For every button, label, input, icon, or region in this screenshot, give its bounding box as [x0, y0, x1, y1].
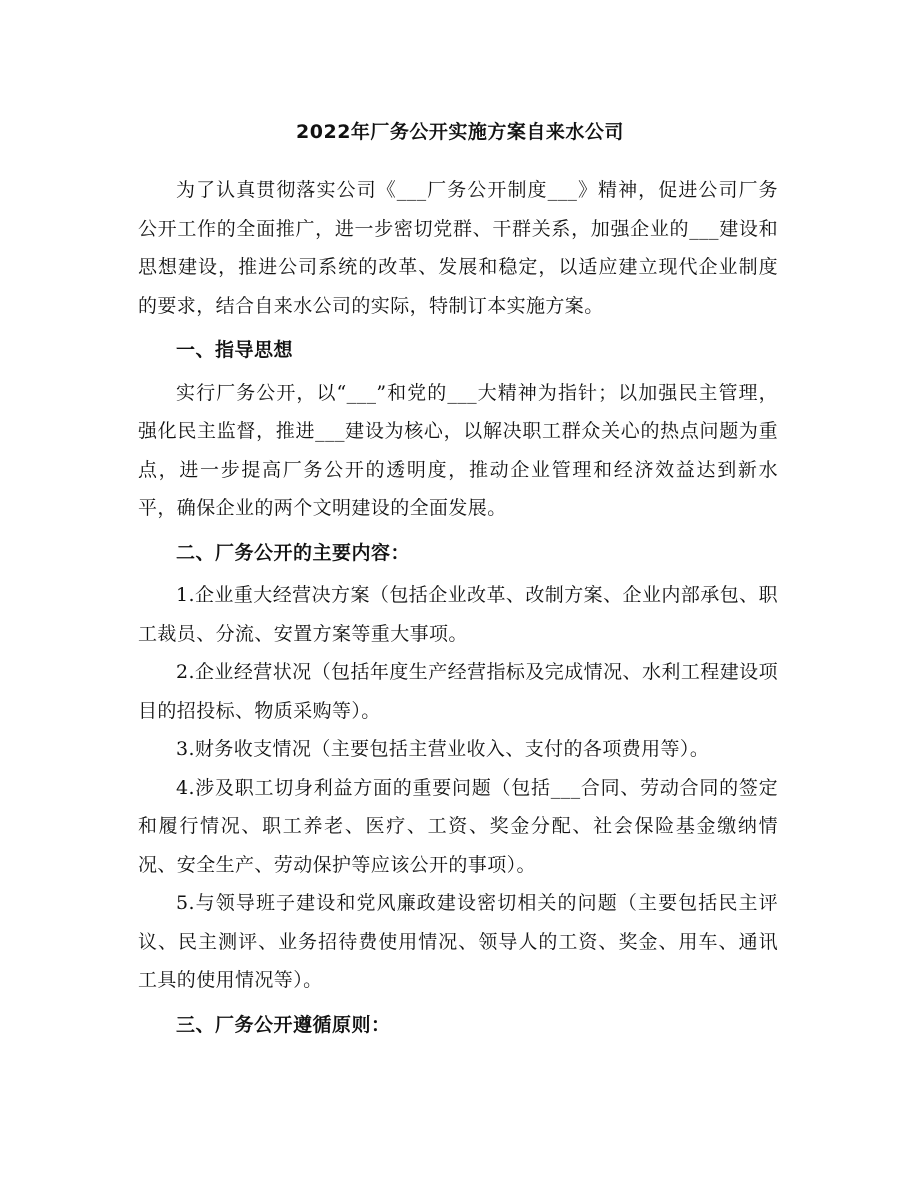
- list-item-employee-interests: 4.涉及职工切身利益方面的重要问题（包括___合同、劳动合同的签定和履行情况、职工养老、医疗、工资、奖金分配、社会保险基金缴纳情况、安全生产、劳动保护等应该公开的事项）。: [138, 776, 778, 876]
- section-heading-main-content: 二、厂务公开的主要内容：: [176, 541, 411, 564]
- section-heading-principles: 三、厂务公开遵循原则：: [176, 1013, 391, 1036]
- list-item-financial-status: 3.财务收支情况（主要包括主营业收入、支付的各项费用等）。: [176, 738, 710, 760]
- intro-paragraph: 为了认真贯彻落实公司《___厂务公开制度___》精神，促进公司厂务公开工作的全面推广，进一步密切党群、干群关系，加强企业的___建设和思想建设，推进公司系统的改革、发展和稳定，以适应建立现代企业制度的要求，结合自来水公司的实际，特制订本实施方案。: [138, 179, 778, 317]
- document-title: 2022年厂务公开实施方案自来水公司: [296, 121, 624, 143]
- section-heading-guiding-ideology: 一、指导思想: [176, 339, 294, 361]
- section-paragraph: 实行厂务公开，以“___”和党的___大精神为指针；以加强民主管理，强化民主监督，推进___建设为核心，以解决职工群众关心的热点问题为重点，进一步提高厂务公开的透明度，推动企业管理和经济效益达到新水平，确保企业的两个文明建设的全面发展。: [138, 381, 778, 519]
- list-item-operating-status: 2.企业经营状况（包括年度生产经营指标及完成情况、水利工程建设项目的招投标、物质采购等）。: [138, 661, 778, 722]
- document-body: [138, 171, 778, 1044]
- list-item-leadership-integrity: 5.与领导班子建设和党风廉政建设密切相关的问题（主要包括民主评议、民主测评、业务招待费使用情况、领导人的工资、奖金、用车、通讯工具的使用情况等）。: [138, 892, 778, 991]
- list-item-major-decisions: 1.企业重大经营决方案（包括企业改革、改制方案、企业内部承包、职工裁员、分流、安置方案等重大事项。: [138, 584, 778, 645]
